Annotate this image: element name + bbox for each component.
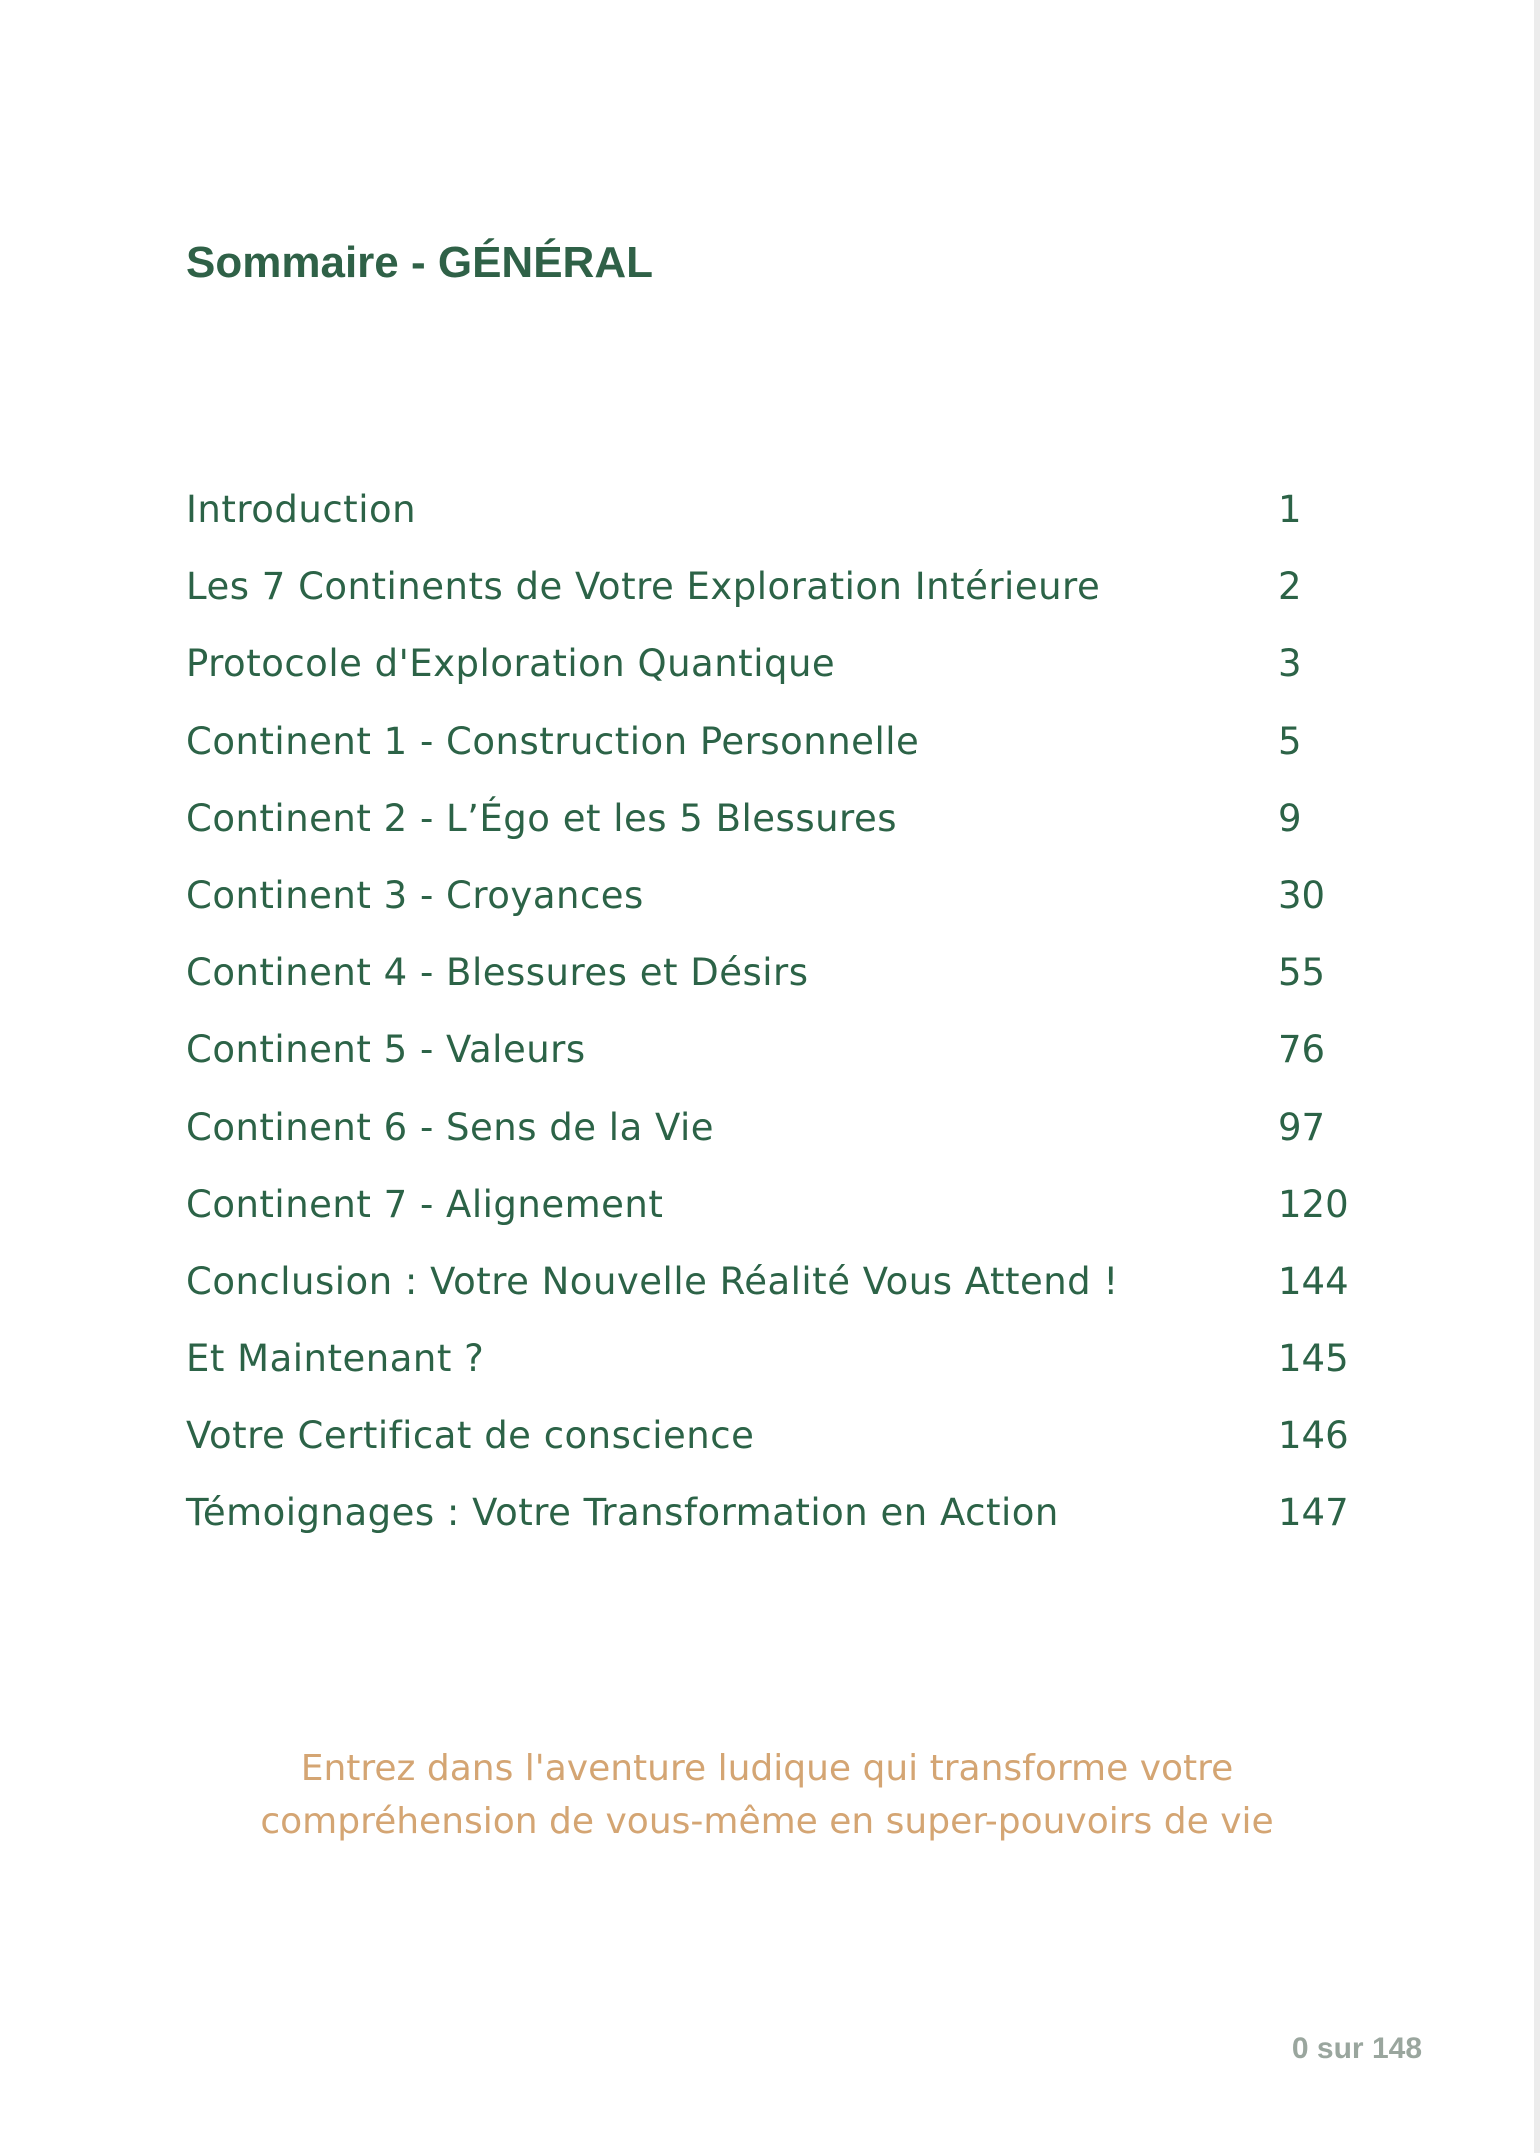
toc-entry-page: 120 xyxy=(1278,1182,1349,1226)
page-title: Sommaire - GÉNÉRAL xyxy=(186,238,653,287)
toc-entry-label: Continent 3 - Croyances xyxy=(186,873,644,917)
toc-entry-label: Les 7 Continents de Votre Exploration Intérieure xyxy=(186,565,1101,609)
toc-entry-page: 76 xyxy=(1278,1028,1326,1072)
toc-entry-label: Protocole d'Exploration Quantique xyxy=(186,642,836,686)
toc-entry-label: Continent 2 - L’Égo et les 5 Blessures xyxy=(186,796,897,840)
toc-entry-label: Votre Certificat de conscience xyxy=(186,1414,755,1458)
toc-entry-page: 147 xyxy=(1278,1491,1349,1535)
toc-entry-page: 146 xyxy=(1278,1414,1349,1458)
toc-entry-page: 3 xyxy=(1278,642,1302,686)
toc-entry-page: 145 xyxy=(1278,1337,1349,1381)
toc-entry-continent-1[interactable] xyxy=(186,720,1386,797)
toc-entry-continent-4[interactable] xyxy=(186,951,1386,1028)
toc-entry-seven-continents[interactable] xyxy=(186,565,1386,642)
toc-entry-page: 1 xyxy=(1278,488,1302,531)
toc-entry-protocole[interactable] xyxy=(186,642,1386,719)
toc-entry-continent-7[interactable] xyxy=(186,1183,1386,1260)
toc-entry-page: 144 xyxy=(1278,1259,1349,1303)
toc-entry-page: 30 xyxy=(1278,873,1326,917)
toc-entry-label: Continent 4 - Blessures et Désirs xyxy=(186,951,809,995)
toc-entry-page: 9 xyxy=(1278,796,1302,840)
toc-entry-conclusion[interactable] xyxy=(186,1260,1386,1337)
tagline-line-2: compréhension de vous-même en super-pouvoirs de vie xyxy=(260,1801,1274,1842)
tagline-line-1: Entrez dans l'aventure ludique qui transforme votre xyxy=(300,1748,1234,1789)
table-of-contents xyxy=(186,488,1386,1569)
toc-entry-continent-5[interactable] xyxy=(186,1028,1386,1105)
toc-entry-page: 2 xyxy=(1278,565,1302,609)
toc-entry-label: Témoignages : Votre Transformation en Action xyxy=(186,1491,1059,1535)
toc-entry-label: Continent 1 - Construction Personnelle xyxy=(186,719,920,763)
toc-entry-page: 97 xyxy=(1278,1105,1326,1149)
toc-entry-continent-2[interactable] xyxy=(186,797,1386,874)
toc-entry-continent-6[interactable] xyxy=(186,1106,1386,1183)
tagline xyxy=(0,1742,1534,1848)
page-counter: 0 sur 148 xyxy=(1291,2032,1422,2065)
toc-entry-certificat[interactable] xyxy=(186,1414,1386,1491)
toc-entry-label: Et Maintenant ? xyxy=(186,1337,485,1381)
toc-entry-label: Conclusion : Votre Nouvelle Réalité Vous Attend ! xyxy=(186,1259,1119,1303)
toc-entry-label: Introduction xyxy=(186,488,417,531)
toc-entry-label: Continent 6 - Sens de la Vie xyxy=(186,1105,715,1149)
toc-entry-introduction[interactable] xyxy=(186,488,1386,565)
toc-entry-page: 55 xyxy=(1278,951,1326,995)
toc-entry-et-maintenant[interactable] xyxy=(186,1337,1386,1414)
toc-entry-temoignages[interactable] xyxy=(186,1491,1386,1568)
toc-entry-page: 5 xyxy=(1278,719,1302,763)
toc-entry-continent-3[interactable] xyxy=(186,874,1386,951)
toc-entry-label: Continent 7 - Alignement xyxy=(186,1182,664,1226)
toc-entry-label: Continent 5 - Valeurs xyxy=(186,1028,586,1072)
